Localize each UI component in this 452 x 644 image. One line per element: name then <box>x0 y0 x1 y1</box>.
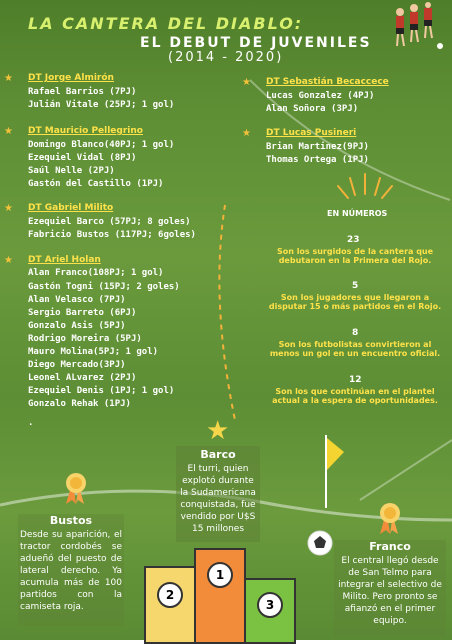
page-title: LA CANTERA DEL DIABLO: <box>28 14 304 33</box>
player-item: Ezequiel Vidal (8PJ) <box>28 153 137 163</box>
dt-name: DT Jorge Almirón <box>28 73 114 83</box>
number-value: 12 <box>349 375 362 385</box>
franco-name: Franco <box>369 540 411 553</box>
podium-third-label: 3 <box>257 592 283 618</box>
number-desc: Son los jugadores que llegaron a disputar 15 o más partidos en el Rojo. <box>268 293 442 311</box>
player-item: Gastón del Castillo (1PJ) <box>28 179 164 189</box>
podium-first-label: 1 <box>207 562 233 588</box>
page-subtitle: EL DEBUT DE JUVENILES <box>140 35 372 51</box>
dt-name: DT Sebastián Becaccece <box>266 77 389 87</box>
player-item: Diego Mercado(3PJ) <box>28 360 126 370</box>
player-item: Lucas Gonzalez (4PJ) <box>266 91 375 101</box>
number-value: 5 <box>352 281 359 291</box>
player-item: Julián Vitale (25PJ; 1 gol) <box>28 100 175 110</box>
player-item: Ezequiel Denis (1PJ; 1 gol) <box>28 386 175 396</box>
ball-icon <box>305 528 335 558</box>
star-icon: ★ <box>4 255 13 266</box>
star-icon: ★ <box>4 73 13 84</box>
podium-second <box>144 566 196 644</box>
star-icon: ★ <box>4 126 13 137</box>
player-item: Gonzalo Rehak (1PJ) <box>28 399 131 409</box>
podium-third <box>244 578 296 644</box>
player-item: Saúl Nelle (2PJ) <box>28 166 115 176</box>
number-desc: Son los surgidos de la cantera que debutaron en la Primera del Rojo. <box>276 247 434 265</box>
players-illustration <box>392 2 448 52</box>
player-item: Thomas Ortega (1PJ) <box>266 155 369 165</box>
star-icon: ★ <box>206 416 230 446</box>
dt-name: DT Lucas Pusineri <box>266 128 357 138</box>
player-item: Rodrigo Moreira (5PJ) <box>28 334 142 344</box>
player-item: Sergio Barreto (6PJ) <box>28 308 137 318</box>
barco-name: Barco <box>200 448 236 461</box>
player-item: Ezequiel Barco (57PJ; 8 goles) <box>28 217 191 227</box>
franco-card <box>334 540 446 636</box>
player-item: Alan Soñora (3PJ) <box>266 104 359 114</box>
bustos-card <box>18 514 124 626</box>
player-item: Fabricio Bustos (117PJ; 6goles) <box>28 230 196 240</box>
medal-icon <box>376 500 404 536</box>
star-icon: ★ <box>4 203 13 214</box>
barco-text: El turri, quien explotó durante la Sudamericana conquistada, fue vendido por U$S 15 millones <box>180 464 256 534</box>
player-item: Gastón Togni (15PJ; 2 goles) <box>28 282 180 292</box>
page-years: (2014 - 2020) <box>168 50 284 65</box>
franco-text: El central llegó desde de San Telmo para integrar el selectivo de Milito. Pero pronto se afianzó en el primer equipo. <box>338 556 442 626</box>
medal-icon <box>62 470 90 506</box>
dt-name: DT Gabriel Milito <box>28 203 114 213</box>
player-item: Gonzalo Asis (5PJ) <box>28 321 126 331</box>
player-item: Mauro Molina(5PJ; 1 gol) <box>28 347 159 357</box>
dot-mark: . <box>28 418 34 428</box>
star-icon: ★ <box>242 77 251 88</box>
dt-name: DT Ariel Holan <box>28 255 101 265</box>
player-item: Brian Martinez(9PJ) <box>266 142 369 152</box>
number-value: 23 <box>347 235 360 245</box>
number-desc: Son los que continúan en el plantel actual a la espera de oportunidades. <box>272 387 438 405</box>
dt-name: DT Mauricio Pellegrino <box>28 126 143 136</box>
player-item: Rafael Barrios (7PJ) <box>28 87 137 97</box>
number-desc: Son los futbolistas convirtieron al menos un gol en un encuentro oficial. <box>269 340 441 358</box>
star-icon: ★ <box>242 128 251 139</box>
barco-card <box>176 446 260 542</box>
player-item: Alan Velasco (7PJ) <box>28 295 126 305</box>
player-item: Alan Franco(108PJ; 1 gol) <box>28 268 164 278</box>
bustos-name: Bustos <box>49 514 93 527</box>
player-item: Leonel ALvarez (2PJ) <box>28 373 137 383</box>
sunburst-decoration <box>322 168 408 210</box>
numbers-heading: EN NÚMEROS <box>327 209 388 218</box>
podium-first <box>194 548 246 644</box>
podium-second-label: 2 <box>157 582 183 608</box>
number-value: 8 <box>352 328 359 338</box>
bustos-text: Desde su aparición, el tractor cordobés se adueñó del puesto de lateral derecho. Ya acumula más de 100 partidos con la camiseta roja. <box>20 530 122 612</box>
player-item: Domingo Blanco(40PJ; 1 gol) <box>28 140 175 150</box>
corner-flag-icon <box>316 430 346 510</box>
